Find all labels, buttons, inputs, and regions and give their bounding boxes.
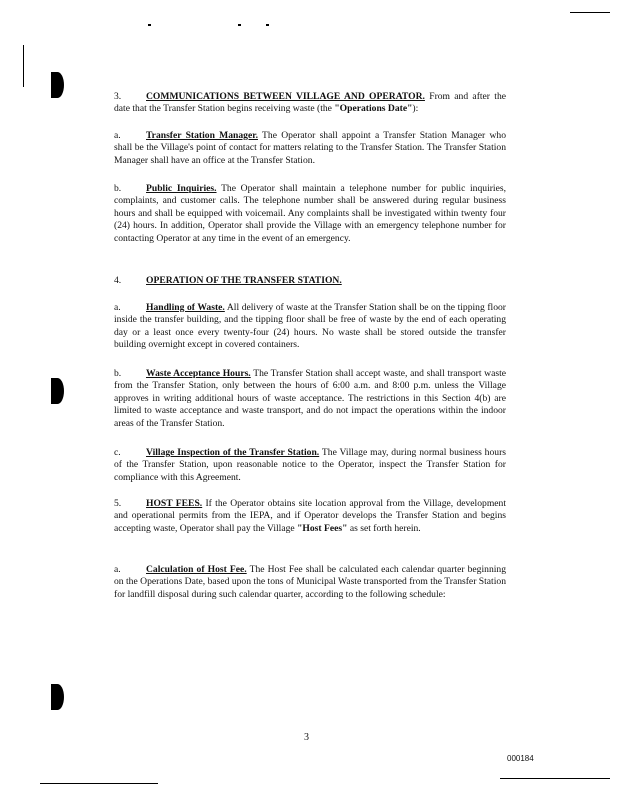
section-4-paragraph xyxy=(114,275,506,287)
section-5-defined-term: "Host Fees" xyxy=(297,522,348,534)
section-4b-heading: Waste Acceptance Hours. xyxy=(146,368,251,379)
section-4a-heading: Handling of Waste. xyxy=(146,302,225,313)
section-5a-number: a. xyxy=(114,564,121,575)
section-4c-paragraph xyxy=(114,447,506,484)
section-3b-paragraph xyxy=(114,183,506,245)
section-3a-paragraph xyxy=(114,130,506,167)
section-3-heading: COMMUNICATIONS BETWEEN VILLAGE AND OPERATOR. xyxy=(146,91,425,102)
page-number: 3 xyxy=(304,732,309,743)
scan-mark-top-3 xyxy=(266,24,269,26)
section-3a-heading: Transfer Station Manager. xyxy=(146,130,258,141)
scan-mark-bottom-left xyxy=(40,783,158,784)
section-4c-text: The Village may, during normal business hours of the Transfer Station, upon reasonable notice to the Operator, inspect the Transfer Station for compliance with this Agreement. xyxy=(114,447,507,483)
section-3-number: 3. xyxy=(114,91,122,102)
section-3-text-b: ): xyxy=(412,103,419,115)
section-4-number: 4. xyxy=(114,275,122,286)
scan-mark-bottom-right xyxy=(500,778,610,779)
section-4c-number: c. xyxy=(114,447,121,458)
section-5a-text: The Host Fee shall be calculated each calendar quarter beginning on the Operations Date, based upon the tons of Municipal Waste transported from the Transfer Station for landfill disposal during such calendar quarter, according to the following schedule: xyxy=(114,564,506,600)
section-5-heading: HOST FEES. xyxy=(146,498,203,509)
section-4a-paragraph xyxy=(114,302,506,352)
section-5-paragraph xyxy=(114,498,506,535)
punch-hole-top xyxy=(51,72,64,98)
scan-mark-left-line xyxy=(23,45,24,87)
scan-mark-top-1 xyxy=(148,24,151,26)
section-4a-number: a. xyxy=(114,302,121,313)
section-3-text-a: From and after the date that the Transfer Station begins receiving waste (the xyxy=(114,91,507,115)
punch-hole-middle xyxy=(51,378,64,404)
section-3b-text: The Operator shall maintain a telephone number for public inquiries, complaints, and customer calls. The telephone number shall be answered during regular business hours and shall be equipped with voicemail. Any complaints shall be investigated within twenty four (24) hours. In addition, Operator shall provide the Village with an emergency telephone number for contacting Operator at any time in the event of an emergency. xyxy=(114,183,506,244)
section-5a-heading: Calculation of Host Fee. xyxy=(146,564,247,575)
section-3b-number: b. xyxy=(114,183,122,194)
section-5-number: 5. xyxy=(114,498,122,509)
section-3b-heading: Public Inquiries. xyxy=(146,183,217,194)
section-4b-paragraph xyxy=(114,368,506,430)
section-3-paragraph xyxy=(114,91,506,116)
section-3a-number: a. xyxy=(114,130,121,141)
section-4a-text: All delivery of waste at the Transfer Station shall be on the tipping floor inside the transfer building, and the tipping floor shall be free of waste by the end of each operating day or a least once every twenty-four (24) hours. No waste shall be stored outside the transfer building overnight except in covered containers. xyxy=(114,302,506,351)
section-4-heading: OPERATION OF THE TRANSFER STATION. xyxy=(146,275,342,286)
section-4b-text: The Transfer Station shall accept waste, and shall transport waste from the Transfer Station, only between the hours of 6:00 a.m. and 8:00 p.m. unless the Village approves in writing additional hours of waste acceptance. The restrictions in this Section 4(b) are limited to waste acceptance and waste transport, and do not impact the operations within the indoor areas of the Transfer Station. xyxy=(114,368,507,429)
section-4c-heading: Village Inspection of the Transfer Station. xyxy=(146,447,320,458)
section-3-defined-term: "Operations Date" xyxy=(334,103,413,115)
section-3a-text: The Operator shall appoint a Transfer Station Manager who shall be the Village's point of contact for matters relating to the Transfer Station. The Transfer Station Manager shall have an office at the Transfer Station. xyxy=(114,130,506,166)
scan-mark-top-right xyxy=(570,12,610,13)
section-5-text-a: If the Operator obtains site location approval from the Village, development and operational permits from the IEPA, and if Operator develops the Transfer Station and begins accepting waste, Operator shall pay the Village xyxy=(114,498,506,534)
scan-mark-top-2 xyxy=(238,24,241,26)
section-5-text-b: as set forth herein. xyxy=(347,522,421,534)
punch-hole-bottom xyxy=(51,684,64,710)
section-4b-number: b. xyxy=(114,368,122,379)
section-5a-paragraph xyxy=(114,564,506,601)
bates-number: 000184 xyxy=(507,754,534,763)
